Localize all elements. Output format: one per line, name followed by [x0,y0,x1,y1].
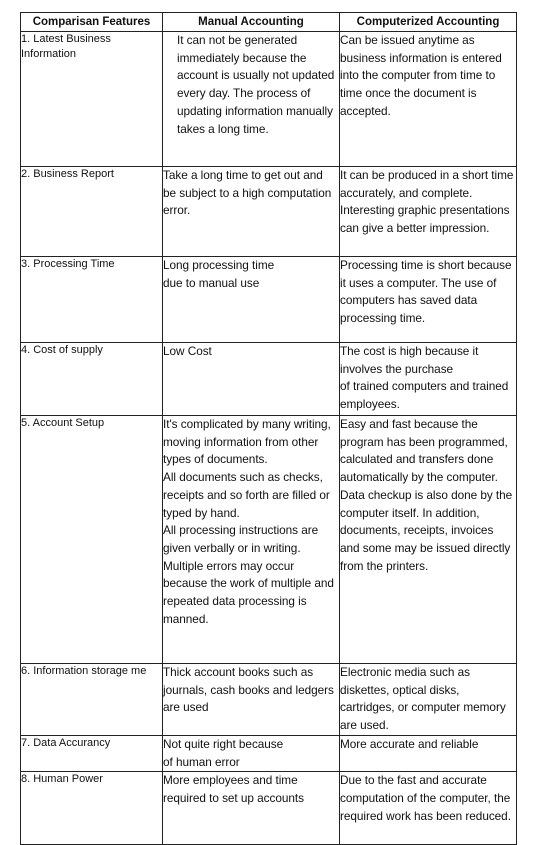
cell-text: calculated and transfers done automatically by the computer. [340,452,498,485]
computerized-cell [340,32,517,167]
cell-text: Multiple errors may occur because the work of multiple and repeated data processing is manned. [163,558,334,626]
header-manual: Manual Accounting [163,13,340,32]
header-computerized: Computerized Accounting [340,13,517,32]
computerized-cell [340,257,517,343]
table-row [21,772,517,845]
feature-cell: 1. Latest Business Information [21,32,163,167]
cell-text: More employees and time required to set up accounts [163,773,304,806]
computerized-cell [340,167,517,257]
manual-cell [163,416,340,664]
computerized-cell [340,772,517,845]
feature-cell: 4. Cost of supply [21,343,163,416]
table-row [21,416,517,664]
computerized-cell [340,736,517,772]
feature-cell: 3. Processing Time [21,257,163,343]
cell-text: All processing instructions are given verbally or in writing. [163,523,319,555]
manual-cell [163,772,340,845]
computerized-cell [340,343,517,416]
cell-text: Not quite right because [163,737,284,751]
manual-cell [163,736,340,772]
manual-cell [163,167,340,257]
cell-text: of human error [163,754,240,769]
manual-cell [163,32,340,167]
computerized-cell [340,416,517,664]
cell-text: Long processing time [163,258,275,272]
cell-text: Due to the fast and accurate computation of the computer, the required work has been reduced. [340,773,511,823]
table-row [21,167,517,257]
table-row [21,32,517,167]
feature-cell: 6. Information storage me [21,664,163,736]
feature-cell: 2. Business Report [21,167,163,257]
cell-text: of trained computers and trained employees. [340,379,509,412]
cell-text: Low Cost [163,344,212,358]
manual-cell [163,664,340,736]
cell-text: It can not be generated immediately because the account is usually not updated every day. The process of updating information manually takes a long time. [177,33,335,136]
cell-text: It can be produced in a short time accurately, and complete. Interesting graphic presentations can give a better impression. [340,168,514,236]
cell-text: More accurate and reliable [340,737,479,751]
feature-cell: 5. Account Setup [21,416,163,664]
table-row [21,257,517,343]
cell-text: The cost is high because it involves the purchase [340,344,479,376]
feature-cell: 8. Human Power [21,772,163,845]
feature-cell: 7. Data Accurancy [21,736,163,772]
table-row [21,343,517,416]
cell-text: Thick account books such as journals, cash books and ledgers are used [163,665,334,715]
comparison-table [20,12,517,845]
computerized-cell [340,664,517,736]
cell-text: Take a long time to get out and be subject to a high computation error. [163,168,332,218]
cell-text: due to manual use [163,275,260,290]
cell-text: Data checkup is also done by the computer itself. In addition, documents, receipts, invoices and some may be issued directly from the printers. [340,487,513,573]
cell-text: Processing time is short because it uses a computer. The use of computers has saved data processing time. [340,258,512,326]
cell-text: Electronic media such as diskettes, optical disks, cartridges, or computer memory are used. [340,665,506,733]
cell-text: Easy and fast because the program has been programmed, [340,417,508,449]
cell-text: Can be issued anytime as business information is entered into the computer from time to time once the document is accepted. [340,33,502,118]
cell-text: All documents such as checks, receipts and so forth are filled or typed by hand. [163,470,330,520]
table-row [21,736,517,772]
cell-text: It's complicated by many writing, moving information from other types of documents. [163,417,331,467]
header-features: Comparisan Features [21,13,163,32]
header-row [21,13,517,32]
manual-cell [163,257,340,343]
manual-cell [163,343,340,416]
table-row [21,664,517,736]
